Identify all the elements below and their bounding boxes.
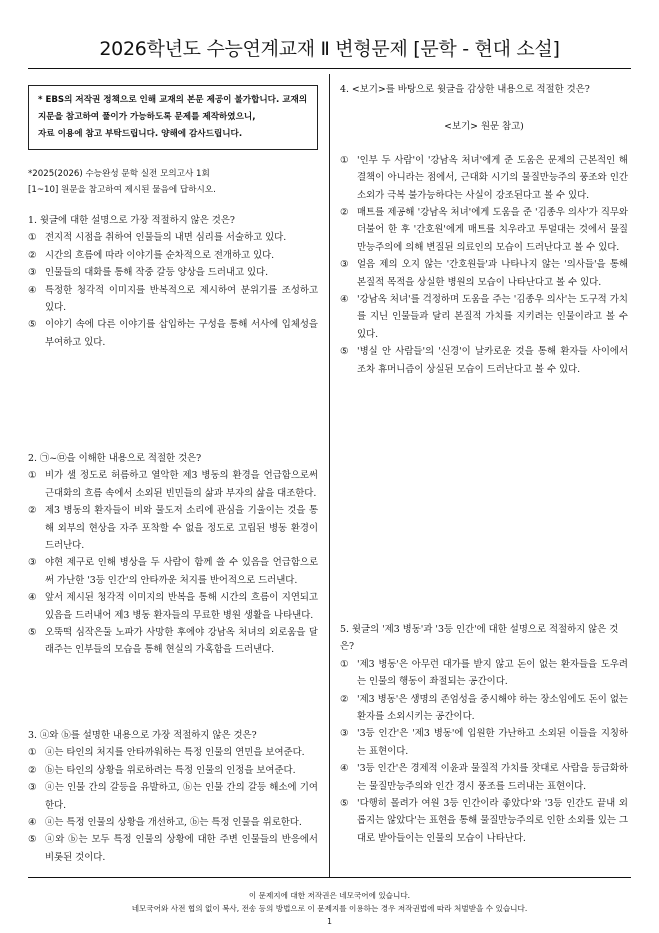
question-1	[28, 212, 318, 450]
option-text: '다행히 몰려가 여원 3등 인간이라 좋았다'와 '3등 인간도 끝내 외롭지는 않았다'는 표현을 통해 물질만능주의로 인한 소외를 있는 그대로 받아들이는 인물의 모습이 나타난다.	[357, 798, 628, 844]
option-text: '제3 병동'은 생명의 존엄성을 중시해야 하는 장소임에도 돈이 없는 환자를 소외시키는 공간이다.	[357, 693, 628, 723]
answer-option[interactable]	[28, 264, 318, 281]
footer-rule	[28, 877, 631, 878]
right-column	[340, 81, 628, 847]
question-4	[340, 81, 628, 621]
column-divider	[329, 74, 330, 877]
option-text: ⓐ는 특정 인물의 상황을 개선하고, ⓑ는 특정 인물을 위로한다.	[45, 817, 302, 829]
option-number: ②	[28, 764, 37, 776]
answer-option[interactable]	[340, 656, 628, 691]
option-text: '3등 인간'은 경제적 이윤과 물질적 가치를 잣대로 사람을 등급화하는 물질만능주의와 인간 경시 풍조를 드러내는 표현이다.	[357, 763, 628, 792]
answer-option[interactable]	[340, 760, 628, 795]
question-stem: 2. ㉠~㉤을 이해한 내용으로 적절한 것은?	[28, 453, 202, 464]
answer-option[interactable]	[28, 282, 318, 317]
left-column	[28, 81, 318, 866]
option-text: 전지적 시점을 취하여 인물들의 내면 심리를 서술하고 있다.	[45, 232, 287, 244]
answer-option[interactable]	[28, 316, 318, 351]
question-5	[340, 621, 628, 847]
footer-copyright-line: 이 문제지에 대한 저작권은 네모국어에 있습니다.	[248, 891, 411, 900]
option-number: ②	[340, 693, 349, 705]
answer-option[interactable]	[28, 467, 318, 502]
option-text: 앞서 제시된 청각적 이미지의 반복을 통해 시간의 흐름이 지연되고 있음을 드러내어 제3 병동 환자들의 무료한 병원 생활을 나타낸다.	[45, 592, 318, 621]
answer-option[interactable]	[340, 691, 628, 726]
answer-option[interactable]	[340, 204, 628, 256]
option-number: ④	[28, 284, 37, 296]
question-3	[28, 727, 318, 866]
option-text: '병실 안 사람들'의 '신경'이 날카로운 것을 통해 환자들 사이에서 조차 휴머니즘이 상실된 모습이 드러난다고 볼 수 있다.	[357, 346, 628, 375]
answer-option[interactable]	[340, 256, 628, 291]
option-number: ①	[28, 232, 37, 244]
option-text: '인부 두 사람'이 '강남옥 처녀'에게 준 도움은 문제의 근본적인 해결책이 아니라는 점에서, 근대화 시기의 물질만능주의 풍조와 인간 소외가 극복 불가능하다는 사실이 강조된다고 볼 수 있다.	[357, 154, 628, 201]
answer-option[interactable]	[340, 725, 628, 760]
question-stem: 3. ⓐ와 ⓑ를 설명한 내용으로 가장 적절하지 않은 것은?	[28, 730, 257, 741]
question-stem: 1. 윗글에 대한 설명으로 가장 적절하지 않은 것은?	[28, 215, 235, 226]
option-text: 비가 샐 정도로 허름하고 열악한 제3 병동의 환경을 언급함으로써 근대화의 흐름 속에서 소외된 빈민들의 삶과 부자의 삶을 대조한다.	[45, 470, 318, 499]
answer-option[interactable]	[28, 624, 318, 659]
answer-option[interactable]	[28, 831, 318, 866]
option-number: ⑤	[28, 834, 37, 846]
option-number: ③	[340, 259, 349, 271]
option-text: '강남옥 처녀'를 걱정하며 도움을 주는 '김종우 의사'는 도구적 가치를 지닌 인물들과 달리 본질적 가치를 지키려는 인물이라고 볼 수 있다.	[357, 294, 628, 340]
option-number: ④	[340, 294, 349, 306]
copyright-footer	[0, 889, 659, 928]
option-number: ②	[28, 505, 37, 517]
copyright-notice-box	[28, 85, 318, 150]
answer-option[interactable]	[28, 762, 318, 779]
answer-option[interactable]	[340, 291, 628, 343]
notice-line: 지문을 참고하여 풀이가 가능하도록 문제를 제작하였으니,	[38, 112, 256, 122]
option-text: ⓑ는 타인의 상황을 위로하려는 특정 인물의 인정을 보여준다.	[45, 764, 296, 776]
answer-option[interactable]	[28, 744, 318, 761]
option-number: ⑤	[340, 346, 349, 358]
page-title: 2026학년도 수능연계교재 Ⅱ 변형문제 [문학 - 현대 소설]	[99, 38, 560, 60]
option-text: 오뚝떡 심작은둘 노파가 사망한 후에야 강남옥 처녀의 외로움을 달래주는 인부들의 모습을 통해 현실의 가혹함을 드러낸다.	[45, 627, 318, 656]
footer-warning-line: 네모국어와 사전 협의 없이 복사, 전송 등의 방법으로 이 문제지를 이용하는 경우 저작권법에 따라 처벌받을 수 있습니다.	[131, 904, 528, 913]
option-number: ③	[28, 782, 37, 794]
option-number: ③	[28, 267, 37, 279]
option-text: '제3 병동'은 아무런 대가를 받지 않고 돈이 없는 환자들을 도우려는 인물의 행동이 좌절되는 공간이다.	[357, 658, 628, 688]
question-stem: 4. <보기>를 바탕으로 윗글을 감상한 내용으로 적절한 것은?	[340, 84, 590, 95]
option-number: ③	[28, 557, 37, 569]
answer-option[interactable]	[340, 343, 628, 378]
option-text: ⓐ와 ⓑ는 모두 특정 인물의 상황에 대한 주변 인물들의 반응에서 비롯된 것이다.	[45, 834, 318, 863]
instruction-line: [1~10] 원문을 참고하여 제시된 물음에 답하시오.	[28, 185, 216, 195]
option-number: ②	[340, 207, 349, 219]
answer-option[interactable]	[28, 554, 318, 589]
option-number: ④	[340, 763, 349, 775]
option-number: ④	[28, 592, 37, 604]
option-number: ①	[28, 747, 37, 759]
answer-option[interactable]	[340, 795, 628, 847]
notice-line: * EBS의 저작권 정책으로 인해 교재의 본문 제공이 불가합니다. 교재의	[38, 95, 308, 105]
option-text: 시간의 흐름에 따라 이야기를 순차적으로 전개하고 있다.	[45, 249, 275, 261]
option-number: ③	[340, 728, 349, 740]
option-text: '3등 인간'은 '제3 병동'에 입원한 가난하고 소외된 이들을 지칭하는 표현이다.	[357, 728, 628, 757]
option-text: 야현 제구로 인해 병상을 두 사람이 함께 쓸 수 있음을 언급함으로써 가난한 '3등 인간'의 안타까운 처지를 반어적으로 드러낸다.	[45, 557, 318, 586]
header-rule	[28, 68, 631, 69]
answer-option[interactable]	[28, 814, 318, 831]
option-number: ⑤	[28, 319, 37, 331]
option-number: ④	[28, 817, 37, 829]
answer-option[interactable]	[28, 247, 318, 264]
answer-option[interactable]	[28, 779, 318, 814]
answer-option[interactable]	[28, 589, 318, 624]
answer-option[interactable]	[28, 502, 318, 554]
answer-option[interactable]	[340, 152, 628, 204]
option-number: ①	[28, 470, 37, 482]
question-2	[28, 450, 318, 727]
page-number: 1	[327, 917, 332, 926]
option-number: ⑤	[340, 798, 349, 810]
option-number: ①	[340, 154, 349, 166]
source-line: *2025(2026) 수능완성 문학 실전 모의고사 1회	[28, 169, 210, 179]
option-text: ⓐ는 타인의 처지를 안타까워하는 특정 인물의 연민을 보여준다.	[45, 747, 305, 759]
question-stem: 5. 윗글의 '제3 병동'과 '3등 인간'에 대한 설명으로 적절하지 않은 것은?	[340, 624, 619, 653]
notice-line: 자료 이용에 참고 부탁드립니다. 양해에 감사드립니다.	[38, 129, 243, 139]
option-text: 특정한 청각적 이미지를 반복적으로 제시하여 분위기를 조성하고 있다.	[45, 284, 318, 314]
option-text: 이야기 속에 다른 이야기를 삽입하는 구성을 통해 서사에 입체성을 부여하고 있다.	[45, 319, 318, 348]
option-number: ⑤	[28, 627, 37, 639]
option-text: 매트를 제공해 '강남옥 처녀'에게 도움을 준 '김종우 의사'가 직무와 더불어 한 후 '간호원'에게 매트를 치우라고 투덜대는 것에서 물질만능주의에 의해 변질된 의료인의 모습이 드러난다고 볼 수 있다.	[357, 207, 628, 253]
option-number: ①	[340, 658, 349, 670]
answer-option[interactable]	[28, 229, 318, 246]
option-text: 인물들의 대화를 통해 작중 갈등 양상을 드러내고 있다.	[45, 267, 269, 279]
option-text: 제3 병동의 환자들이 비와 물도저 소리에 관심을 기울이는 것을 통해 외부의 현상을 자주 포착할 수 없을 정도로 고립된 병동 환경이 드러난다.	[45, 505, 318, 552]
option-text: ⓐ는 인물 간의 갈등을 유발하고, ⓑ는 인물 간의 갈등 해소에 기여한다.	[45, 782, 318, 811]
option-number: ②	[28, 249, 37, 261]
option-text: 얼음 제의 오지 않는 '간호원들'과 나타나지 않는 '의사들'을 통해 본질적 목적을 상실한 병원의 모습이 나타난다고 볼 수 있다.	[357, 259, 628, 288]
reference-note: <보기> 원문 참고)	[444, 121, 524, 133]
